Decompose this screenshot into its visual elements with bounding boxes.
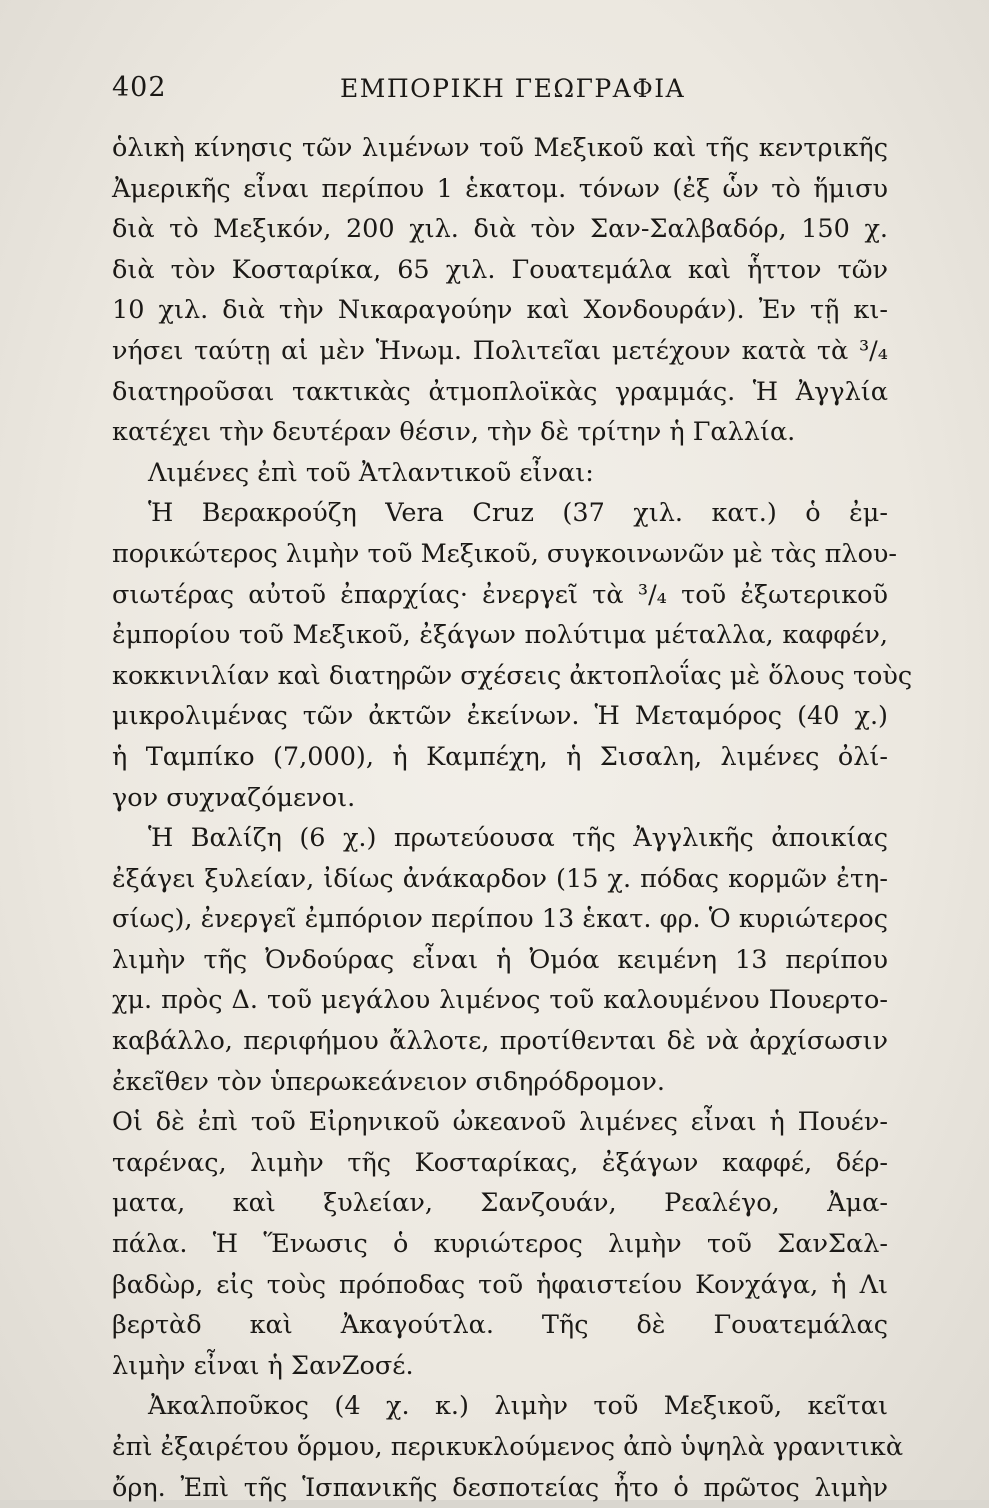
text-line: 10 χιλ. διὰ τὴν Νικαραγούην καὶ Χονδουράν). Ἐν τῇ κι-	[112, 295, 888, 326]
text-line: διὰ τὸν Κοσταρίκα, 65 χιλ. Γουατεμάλα καὶ ἧττον τῶν	[112, 254, 888, 285]
text-line: πορικώτερος λιμὴν τοῦ Μεξικοῦ, συγκοινωνῶν μὲ τὰς πλου-	[112, 538, 898, 569]
text-line: ἐμπορίου τοῦ Μεξικοῦ, ἐξάγων πολύτιμα μέταλλα, καφφέν,	[112, 620, 888, 651]
running-title: ΕΜΠΟΡΙΚΗ ΓΕΩΓΡΑΦΙΑ	[340, 74, 686, 103]
text-line: διατηροῦσαι τακτικὰς ἀτμοπλοϊκὰς γραμμάς. Ἡ Ἀγγλία	[112, 376, 888, 407]
text-line: νήσει ταύτῃ αἱ μὲν Ἡνωμ. Πολιτεῖαι μετέχουν κατὰ τὰ ³/₄	[112, 335, 888, 366]
page-number: 402	[112, 72, 167, 103]
text-line: λιμὴν τῆς Ὀνδούρας εἶναι ἡ Ὀμόα κειμένη 13 περίπου	[112, 944, 888, 975]
text-line: κοκκινιλίαν καὶ διατηρῶν σχέσεις ἀκτοπλοΐας μὲ ὅλους τοὺς	[112, 660, 913, 691]
text-line: καβάλλο, περιφήμου ἄλλοτε, προτίθενται δὲ νὰ ἀρχίσωσιν	[112, 1026, 888, 1057]
text-line: ὁλικὴ κίνησις τῶν λιμένων τοῦ Μεξικοῦ καὶ τῆς κεντρικῆς	[112, 133, 888, 163]
text-line: βαδὼρ, εἰς τοὺς πρόποδας τοῦ ἡφαιστείου Κονχάγα, ἡ Λι	[112, 1269, 888, 1300]
text-line: πάλα. Ἡ Ἕνωσις ὁ κυριώτερος λιμὴν τοῦ ΣανΣαλ-	[112, 1229, 888, 1260]
page-header	[112, 72, 872, 112]
body-text	[112, 128, 913, 1508]
text-line: Ἡ Βερακρούζη Vera Cruz (37 χιλ. κατ.) ὁ ἐμ-	[148, 498, 888, 529]
text-line: Οἱ δὲ ἐπὶ τοῦ Εἰρηνικοῦ ὠκεανοῦ λιμένες εἶναι ἡ Πουέν-	[112, 1107, 888, 1138]
text-line: ἐπὶ ἐξαιρέτου ὅρμου, περικυκλούμενος ἀπὸ ὑψηλὰ γρανιτικὰ	[112, 1432, 904, 1462]
text-line: ταρένας, λιμὴν τῆς Κοσταρίκας, ἐξάγων καφφέ, δέρ-	[112, 1147, 888, 1178]
text-line: σιωτέρας αὐτοῦ ἐπαρχίας· ἐνεργεῖ τὰ ³/₄ τοῦ ἐξωτερικοῦ	[112, 579, 888, 610]
text-line: ὄρη. Ἐπὶ τῆς Ἱσπανικῆς δεσποτείας ἦτο ὁ πρῶτος λιμὴν	[112, 1472, 888, 1503]
text-line: Ἡ Βαλίζη (6 χ.) πρωτεύουσα τῆς Ἀγγλικῆς ἀποικίας	[148, 823, 888, 854]
text-line: λιμὴν εἶναι ἡ ΣανΖοσέ.	[112, 1350, 414, 1381]
text-line: κατέχει τὴν δευτέραν θέσιν, τὴν δὲ τρίτην ἡ Γαλλία.	[112, 417, 796, 448]
text-line: Ἀμερικῆς εἶναι περίπου 1 ἑκατομ. τόνων (ἐξ ὧν τὸ ἥμισυ	[112, 173, 888, 204]
text-line: βερτὰδ καὶ Ἀκαγούτλα. Τῆς δὲ Γουατεμάλας	[112, 1310, 888, 1341]
text-line: Ἀκαλποῦκος (4 χ. κ.) λιμὴν τοῦ Μεξικοῦ, κεῖται	[148, 1391, 888, 1422]
text-line: ματα, καὶ ξυλείαν, Σανζουάν, Ρεαλέγο, Ἀμα-	[112, 1188, 888, 1219]
text-line: μικρολιμένας τῶν ἀκτῶν ἐκείνων. Ἡ Μεταμόρος (40 χ.)	[112, 701, 888, 732]
text-line: ἐξάγει ξυλείαν, ἰδίως ἀνάκαρδον (15 χ. πόδας κορμῶν ἐτη-	[112, 863, 888, 894]
text-line: Λιμένες ἐπὶ τοῦ Ἀτλαντικοῦ εἶναι:	[148, 457, 594, 488]
text-line: χμ. πρὸς Δ. τοῦ μεγάλου λιμένος τοῦ καλουμένου Πουερτο-	[112, 985, 888, 1016]
text-line: διὰ τὸ Μεξικόν, 200 χιλ. διὰ τὸν Σαν-Σαλβαδόρ, 150 χ.	[112, 214, 888, 245]
text-line: ἡ Ταμπίκο (7,000), ἡ Καμπέχη, ἡ Σισαλη, λιμένες ὀλί-	[112, 741, 888, 772]
text-line: γον συχναζόμενοι.	[112, 782, 356, 813]
text-line: ἐκεῖθεν τὸν ὑπερωκεάνειον σιδηρόδρομον.	[112, 1066, 665, 1097]
text-line: σίως), ἐνεργεῖ ἐμπόριον περίπου 13 ἑκατ. φρ. Ὁ κυριώτερος	[112, 904, 888, 935]
